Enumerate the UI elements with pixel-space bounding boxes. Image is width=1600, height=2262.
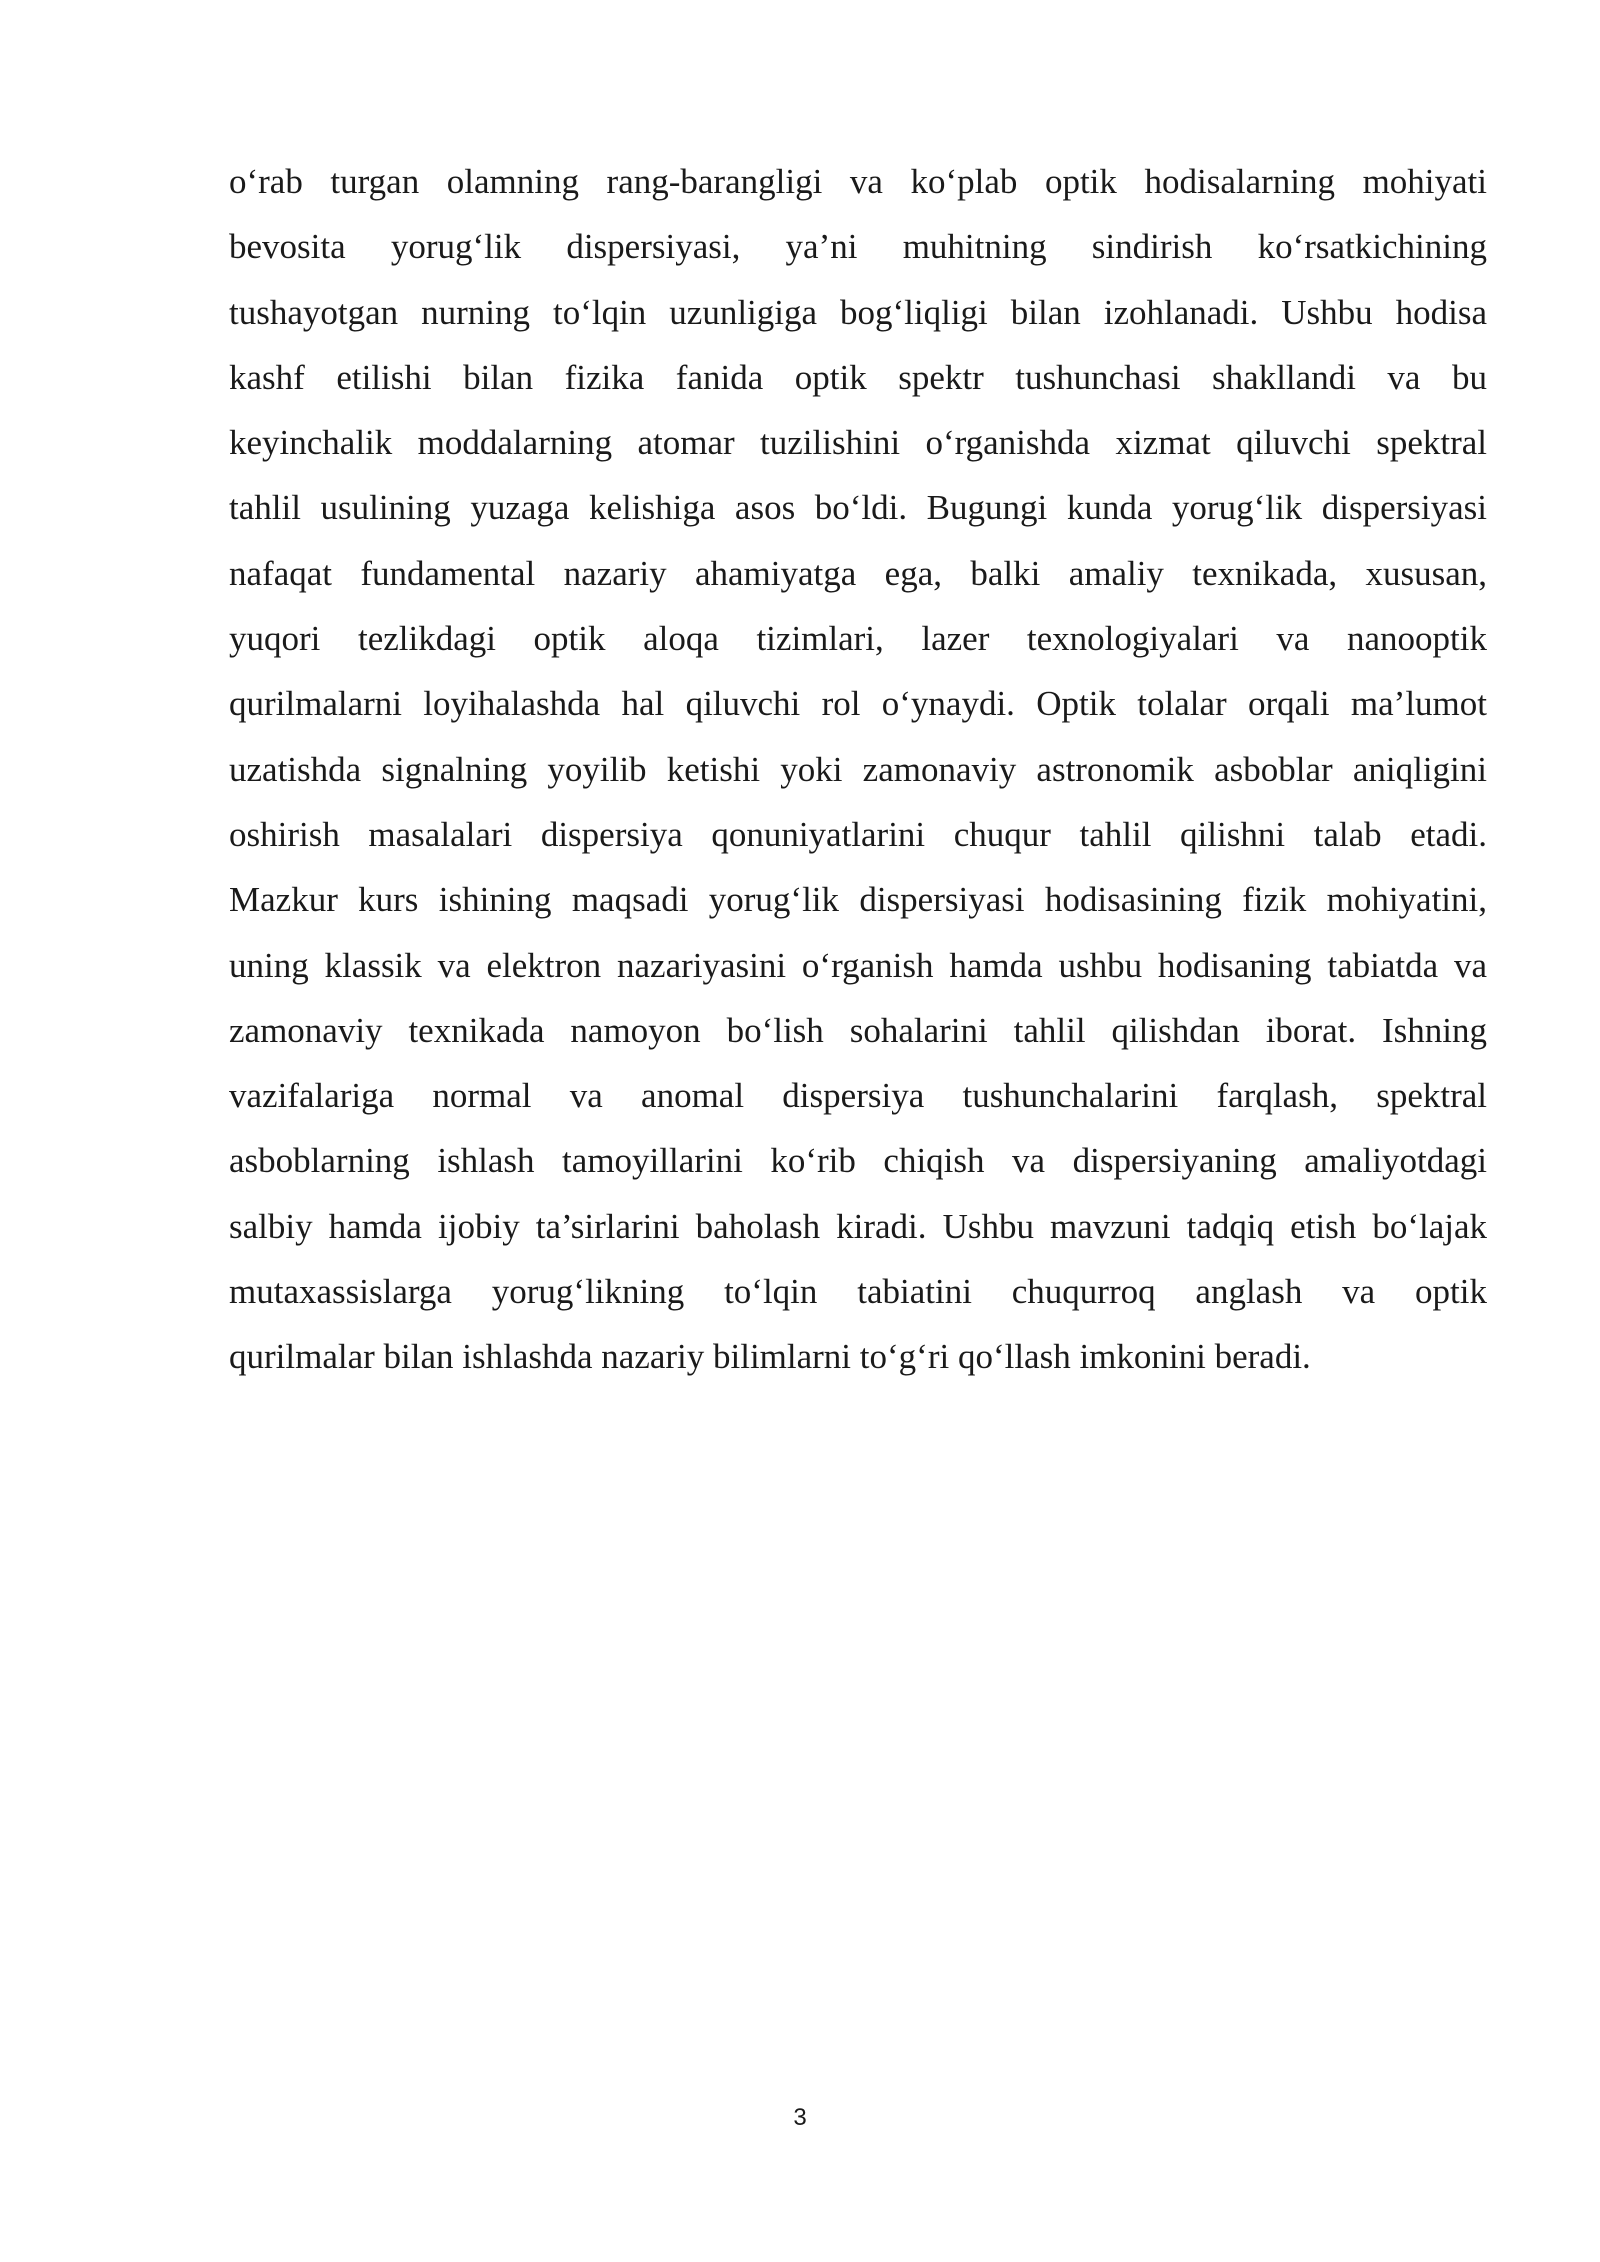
text-line: oshirish masalalari dispersiya qonuniyatlarini chuqur tahlil qilishni talab etadi. — [229, 814, 1487, 854]
text-line: qurilmalar bilan ishlashda nazariy bilimlarni to‘g‘ri qo‘llash imkonini beradi. — [229, 1337, 1311, 1377]
text-line: o‘rab turgan olamning rang-barangligi va ko‘plab optik hodisalarning mohiyati — [229, 162, 1487, 201]
text-line: tahlil usulining yuzaga kelishiga asos bo‘ldi. Bugungi kunda yorug‘lik dispersiyasi — [229, 488, 1487, 528]
text-line: uning klassik va elektron nazariyasini o‘rganish hamda ushbu hodisaning tabiatda va — [229, 945, 1487, 985]
text-line: tushayotgan nurning to‘lqin uzunligiga bog‘liqligi bilan izohlanadi. Ushbu hodisa — [229, 292, 1487, 332]
text-line: asboblarning ishlash tamoyillarini ko‘rib chiqish va dispersiyaning amaliyotdagi — [229, 1141, 1487, 1181]
text-line: bevosita yorug‘lik dispersiyasi, ya’ni muhitning sindirish ko‘rsatkichining — [229, 227, 1487, 267]
page-number: 3 — [793, 2104, 807, 2131]
text-line: qurilmalarni loyihalashda hal qiluvchi rol o‘ynaydi. Optik tolalar orqali ma’lumot — [229, 684, 1487, 724]
text-line: kashf etilishi bilan fizika fanida optik spektr tushunchasi shakllandi va bu — [229, 357, 1487, 397]
body-paragraph — [229, 149, 1487, 1390]
text-line: keyinchalik moddalarning atomar tuzilishini o‘rganishda xizmat qiluvchi spektral — [229, 423, 1487, 463]
text-line: nafaqat fundamental nazariy ahamiyatga ega, balki amaliy texnikada, xususan, — [229, 553, 1487, 593]
text-line: mutaxassislarga yorug‘likning to‘lqin tabiatini chuqurroq anglash va optik — [229, 1272, 1487, 1312]
text-line: vazifalariga normal va anomal dispersiya tushunchalarini farqlash, spektral — [229, 1076, 1487, 1116]
text-line: zamonaviy texnikada namoyon bo‘lish sohalarini tahlil qilishdan iborat. Ishning — [229, 1010, 1487, 1050]
text-line: yuqori tezlikdagi optik aloqa tizimlari, lazer texnologiyalari va nanooptik — [229, 619, 1487, 659]
text-line: salbiy hamda ijobiy ta’sirlarini baholash kiradi. Ushbu mavzuni tadqiq etish bo‘lajak — [229, 1206, 1487, 1246]
text-line: uzatishda signalning yoyilib ketishi yoki zamonaviy astronomik asboblar aniqligini — [229, 749, 1487, 789]
text-line: Mazkur kurs ishining maqsadi yorug‘lik dispersiyasi hodisasining fizik mohiyatini, — [229, 880, 1487, 920]
